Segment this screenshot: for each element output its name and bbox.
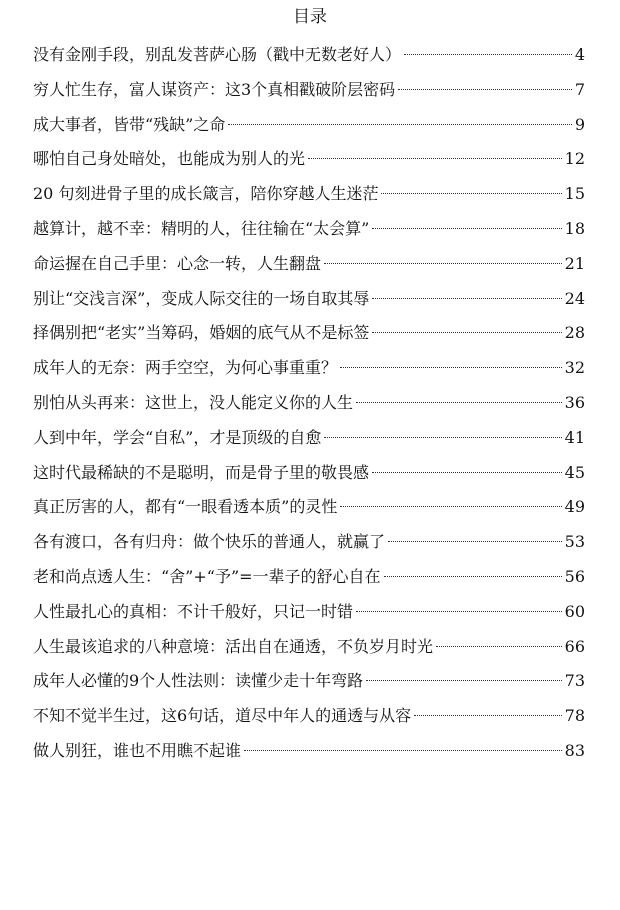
toc-page-number: 18 (564, 218, 585, 238)
toc-page-number: 21 (564, 253, 585, 273)
toc-entry-title: 命运握在自己手里：心念一转，人生翻盘 (33, 253, 322, 273)
toc-page-number: 7 (574, 79, 585, 99)
toc-entry[interactable] (33, 73, 585, 108)
toc-entry-title: 别让“交浅言深”，变成人际交往的一场自取其辱 (33, 288, 370, 308)
toc-entry-title: 做人别狂，谁也不用瞧不起谁 (33, 740, 242, 760)
toc-entry[interactable] (33, 525, 585, 560)
toc-entry[interactable] (33, 386, 585, 421)
dot-leader (308, 158, 562, 159)
toc-entry-title: 人到中年，学会“自私”，才是顶级的自愈 (33, 427, 322, 447)
toc-page-number: 28 (564, 323, 585, 343)
dot-leader (228, 124, 571, 125)
dot-leader (366, 680, 561, 681)
toc-entry[interactable] (33, 351, 585, 386)
dot-leader (384, 576, 562, 577)
dot-leader (340, 506, 561, 507)
toc-entry-title: 哪怕自己身处暗处，也能成为别人的光 (33, 149, 306, 169)
dot-leader (372, 228, 561, 229)
toc-page-number: 45 (564, 462, 585, 482)
toc-entry-title: 越算计，越不幸：精明的人，往往输在“太会算” (33, 218, 370, 238)
toc-entry-title: 成大事者，皆带“残缺”之命 (33, 114, 226, 134)
toc-entry[interactable] (33, 421, 585, 456)
toc-page-number: 66 (564, 636, 585, 656)
dot-leader (372, 472, 562, 473)
toc-entry-title: 各有渡口，各有归舟：做个快乐的普通人，就赢了 (33, 532, 386, 552)
toc-entry[interactable] (33, 247, 585, 282)
dot-leader (436, 646, 562, 647)
toc-heading: 目录 (293, 7, 327, 27)
toc-page-number: 4 (574, 45, 585, 64)
toc-page-number: 73 (564, 671, 585, 691)
toc-page-number: 24 (564, 288, 585, 308)
toc-entry[interactable] (33, 108, 585, 143)
toc-entry[interactable] (33, 490, 585, 525)
toc-page-number: 78 (564, 706, 585, 726)
toc-page-number: 49 (564, 497, 585, 517)
toc-entry-title: 真正厉害的人，都有“一眼看透本质”的灵性 (33, 497, 338, 517)
toc-page-number: 56 (564, 566, 585, 586)
toc-entry-title: 成年人的无奈：两手空空，为何心事重重？ (33, 358, 338, 378)
toc-entry[interactable] (33, 456, 585, 491)
toc-entry-title: 不知不觉半生过，这6句话，道尽中年人的通透与从容 (33, 706, 412, 726)
toc-page-number: 60 (564, 601, 585, 621)
toc-entry[interactable] (33, 38, 585, 73)
toc-page-number: 9 (574, 114, 585, 134)
toc-entry[interactable] (33, 734, 585, 769)
toc-entry-title: 没有金刚手段，别乱发菩萨心肠（戳中无数老好人） (33, 45, 402, 64)
toc-entry[interactable] (33, 316, 585, 351)
dot-leader (414, 715, 561, 716)
toc-entry-title: 人性最扎心的真相：不计千般好，只记一时错 (33, 601, 354, 621)
toc-entry[interactable] (33, 142, 585, 177)
dot-leader (372, 332, 561, 333)
dot-leader (340, 367, 562, 368)
toc-entry-title: 老和尚点透人生：“舍”+“予”=一辈子的舒心自在 (33, 566, 381, 586)
toc-entry[interactable] (33, 212, 585, 247)
toc-entry[interactable] (33, 664, 585, 699)
dot-leader (381, 193, 561, 194)
toc-entry[interactable] (33, 177, 585, 212)
dot-leader (324, 437, 561, 438)
toc-page-number: 15 (564, 184, 585, 204)
dot-leader (356, 402, 562, 403)
dot-leader (372, 298, 561, 299)
toc-entry[interactable] (33, 282, 585, 317)
toc-entry-title: 这时代最稀缺的不是聪明，而是骨子里的敬畏感 (33, 462, 370, 482)
toc-page-number: 12 (564, 149, 585, 169)
toc-entry-title: 别怕从头再来：这世上，没人能定义你的人生 (33, 392, 354, 412)
toc-entry[interactable] (33, 699, 585, 734)
toc-list (33, 38, 585, 769)
toc-entry-title: 穷人忙生存，富人谋资产：这3个真相戳破阶层密码 (33, 79, 396, 99)
toc-entry-title: 20 句刻进骨子里的成长箴言，陪你穿越人生迷茫 (33, 184, 379, 204)
toc-page-number: 83 (564, 740, 585, 760)
toc-page-number: 36 (564, 392, 585, 412)
toc-entry[interactable] (33, 630, 585, 665)
dot-leader (404, 54, 572, 55)
toc-entry[interactable] (33, 595, 585, 630)
toc-page-number: 41 (564, 427, 585, 447)
dot-leader (356, 611, 562, 612)
dot-leader (398, 89, 572, 90)
dot-leader (388, 541, 562, 542)
toc-entry-title: 择偶别把“老实”当筹码，婚姻的底气从不是标签 (33, 323, 370, 343)
toc-page-number: 32 (564, 358, 585, 378)
toc-entry-title: 成年人必懂的9个人性法则：读懂少走十年弯路 (33, 671, 364, 691)
dot-leader (244, 750, 562, 751)
toc-entry-title: 人生最该追求的八种意境：活出自在通透，不负岁月时光 (33, 636, 434, 656)
toc-page-number: 53 (564, 532, 585, 552)
toc-entry[interactable] (33, 560, 585, 595)
dot-leader (324, 263, 562, 264)
